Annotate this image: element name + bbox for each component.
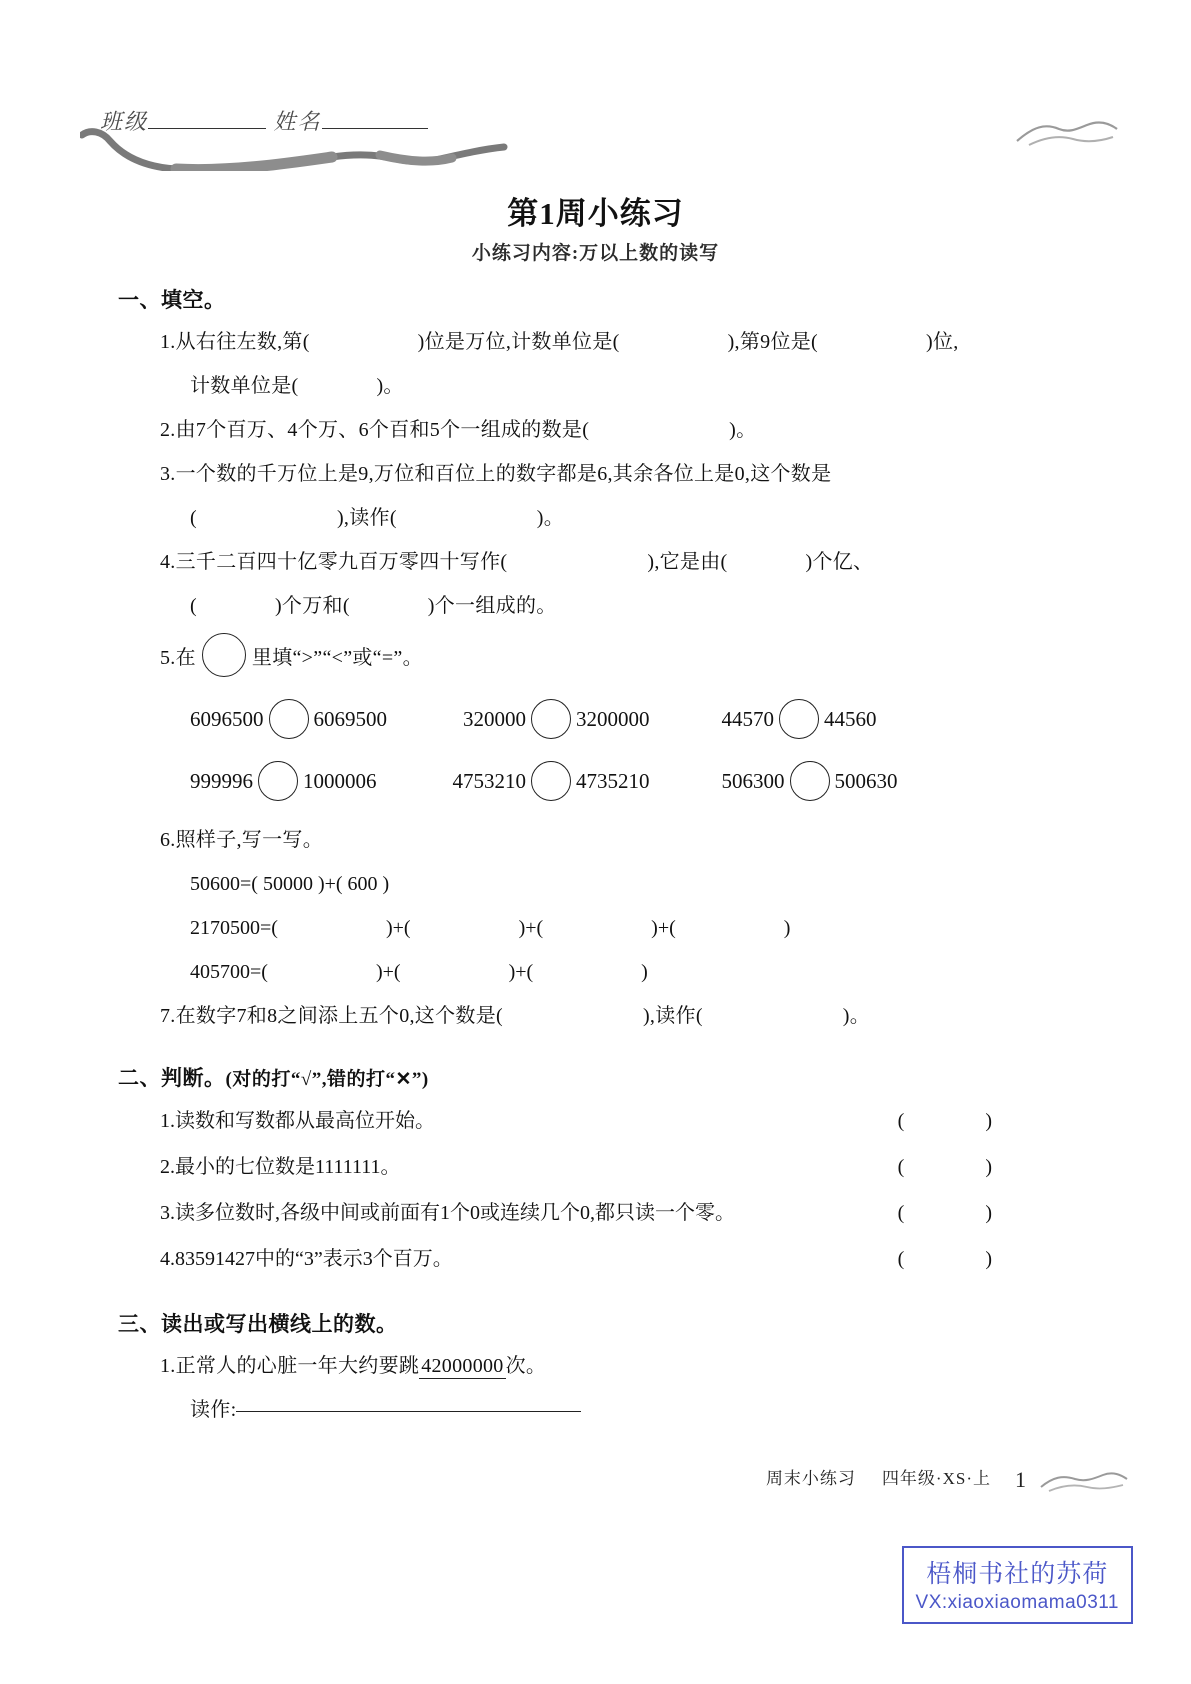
compare-answer-circle[interactable] <box>790 761 830 801</box>
q6-join: )+( <box>508 961 534 983</box>
question-1-4-cont <box>190 584 1191 628</box>
mountain-decoration-icon <box>1011 115 1121 151</box>
compare-pair-6 <box>722 761 898 801</box>
footer-text <box>766 1464 991 1489</box>
q6-line2-lhs: 2170500=( <box>190 917 278 939</box>
q6-join: )+( <box>375 961 401 983</box>
compare-left-value: 44570 <box>721 706 774 731</box>
judge-text: 4.83591427中的“3”表示3个百万。 <box>160 1248 453 1270</box>
q7-part2: ),读作( <box>642 1005 703 1027</box>
question-1-7 <box>160 994 1191 1038</box>
question-1-3 <box>160 452 1191 496</box>
q6-line3-lhs: 405700=( <box>190 961 268 983</box>
q4-part2: ),它是由( <box>647 551 728 573</box>
q6-title-text: 6.照样子,写一写。 <box>160 829 323 851</box>
q7-part1: 7.在数字7和8之间添上五个0,这个数是( <box>160 1005 503 1027</box>
question-1-5 <box>160 628 1191 688</box>
compare-pair-1 <box>190 699 387 739</box>
page-subtitle: 小练习内容:万以上数的读写 <box>471 243 720 264</box>
page-title: 第1周小练习 <box>507 196 684 231</box>
compare-right-value: 6069500 <box>313 706 387 731</box>
judge-answer-parens[interactable]: ( ) <box>897 1156 1030 1178</box>
question-3-1-answer <box>190 1388 1191 1432</box>
q3-part4: )。 <box>536 507 565 529</box>
q1-part6: )。 <box>376 375 404 397</box>
student-info-line <box>100 105 428 136</box>
q5-part2: 里填“>”“<”或“=”。 <box>251 647 423 669</box>
read-as-label: 读作: <box>190 1399 237 1421</box>
compare-left-value: 999996 <box>190 768 253 793</box>
compare-right-value: 3200000 <box>576 706 650 731</box>
compare-left-value: 4753210 <box>452 768 526 793</box>
watermark-line-2: VX:xiaoxiaomama0311 <box>915 1592 1119 1613</box>
watermark-line-1: 梧桐书社的苏荷 <box>926 1561 1109 1588</box>
compare-answer-circle[interactable] <box>531 761 571 801</box>
compare-right-value: 4735210 <box>576 768 650 793</box>
class-label: 班级 <box>100 109 149 134</box>
question-1-1-cont <box>190 364 1191 408</box>
compare-pair-3 <box>722 699 877 739</box>
section-two-heading <box>118 1062 1191 1092</box>
question-1-3-cont <box>190 496 1191 540</box>
page-header <box>0 95 1191 175</box>
compare-pair-2 <box>463 699 650 739</box>
q4-part3: )个亿、 <box>805 551 874 573</box>
section-two-note: (对的打“√”,错的打“✕”) <box>225 1069 429 1090</box>
judge-answer-parens[interactable]: ( ) <box>897 1248 1030 1270</box>
judge-answer-parens[interactable]: ( ) <box>897 1202 1030 1224</box>
q3-part3: ),读作( <box>336 507 397 529</box>
q6-line-2 <box>190 906 1191 950</box>
compare-pair-4 <box>190 761 377 801</box>
q4-part6: )个一组成的。 <box>427 595 557 617</box>
footer-left-label: 周末小练习 <box>765 1469 856 1488</box>
compare-right-value: 500630 <box>834 768 898 793</box>
judge-text: 3.读多位数时,各级中间或前面有1个0或连续几个0,都只读一个零。 <box>160 1202 735 1224</box>
section-three-heading: 三、读出或写出横线上的数。 <box>118 1312 398 1336</box>
page-number: 1 <box>1015 1467 1026 1492</box>
compare-left-value: 320000 <box>463 706 526 731</box>
compare-right-value: 44560 <box>824 706 877 731</box>
q1-part4: )位, <box>926 331 959 353</box>
q1-part3: ),第9位是( <box>727 331 819 353</box>
judge-item-3 <box>160 1190 1030 1236</box>
q1-part2: )位是万位,计数单位是( <box>417 331 620 353</box>
section-one-heading: 一、填空。 <box>118 288 226 312</box>
q6-line3-end: ) <box>641 961 648 983</box>
q6-join: )+( <box>518 917 544 939</box>
section-two-title: 二、判断。 <box>118 1066 226 1090</box>
judge-item-2 <box>160 1144 1030 1190</box>
q1-part5: 计数单位是( <box>190 375 299 397</box>
name-input-line[interactable] <box>322 127 428 129</box>
q6-example-text: 50600=( 50000 )+( 600 ) <box>190 873 390 895</box>
watermark-box <box>902 1546 1133 1624</box>
q4-part1: 4.三千二百四十亿零九百万零四十写作( <box>160 551 508 573</box>
read-as-answer-line[interactable] <box>236 1410 581 1412</box>
question-1-4 <box>160 540 1191 584</box>
compare-answer-circle[interactable] <box>779 699 819 739</box>
compare-right-value: 1000006 <box>303 768 377 793</box>
question-1-1 <box>160 320 1191 364</box>
q6-join: )+( <box>385 917 411 939</box>
q6-example-line <box>190 862 1191 906</box>
q6-join: )+( <box>651 917 676 939</box>
question-3-1 <box>160 1344 1191 1388</box>
name-label: 姓名 <box>273 109 322 134</box>
q6-line-3 <box>190 950 1191 994</box>
q2-part2: )。 <box>729 419 757 441</box>
judge-item-1 <box>160 1098 1030 1144</box>
q4-part4: ( <box>190 595 197 617</box>
q7-part3: )。 <box>842 1005 871 1027</box>
compare-left-value: 506300 <box>721 768 785 793</box>
judge-answer-parens[interactable]: ( ) <box>897 1110 1030 1132</box>
q6-line2-end: ) <box>783 917 791 939</box>
compare-answer-circle[interactable] <box>258 761 298 801</box>
judge-text: 1.读数和写数都从最高位开始。 <box>160 1110 435 1132</box>
q5-sample-circle <box>202 633 246 677</box>
worksheet-content <box>0 270 1191 1432</box>
footer-mid-label: 四年级·XS·上 <box>881 1469 991 1488</box>
question-1-2 <box>160 408 1191 452</box>
s3-q1-number: 42000000 <box>421 1355 504 1377</box>
compare-row-1 <box>190 688 1191 750</box>
footer-mountain-decoration-icon <box>1037 1467 1129 1495</box>
compare-row-2 <box>190 750 1191 812</box>
compare-pair-5 <box>453 761 650 801</box>
question-1-6-title <box>160 818 1191 862</box>
class-input-line[interactable] <box>148 127 266 129</box>
compare-left-value: 6096500 <box>190 706 264 731</box>
judge-item-4 <box>160 1236 1030 1282</box>
judge-text: 2.最小的七位数是1111111。 <box>160 1156 401 1178</box>
q1-part1: 1.从右往左数,第( <box>160 331 310 353</box>
s3-q1-pre: 1.正常人的心脏一年大约要跳 <box>160 1355 420 1377</box>
q3-part1: 3.一个数的千万位上是9,万位和百位上的数字都是6,其余各位上是0,这个数是 <box>160 463 832 485</box>
q2-part1: 2.由7个百万、4个万、6个百和5个一组成的数是( <box>160 419 590 441</box>
compare-answer-circle[interactable] <box>269 699 309 739</box>
q5-part1: 5.在 <box>160 647 196 669</box>
compare-answer-circle[interactable] <box>531 699 571 739</box>
q3-part2: ( <box>190 507 197 529</box>
q4-part5: )个万和( <box>274 595 350 617</box>
s3-q1-post: 次。 <box>505 1355 547 1377</box>
